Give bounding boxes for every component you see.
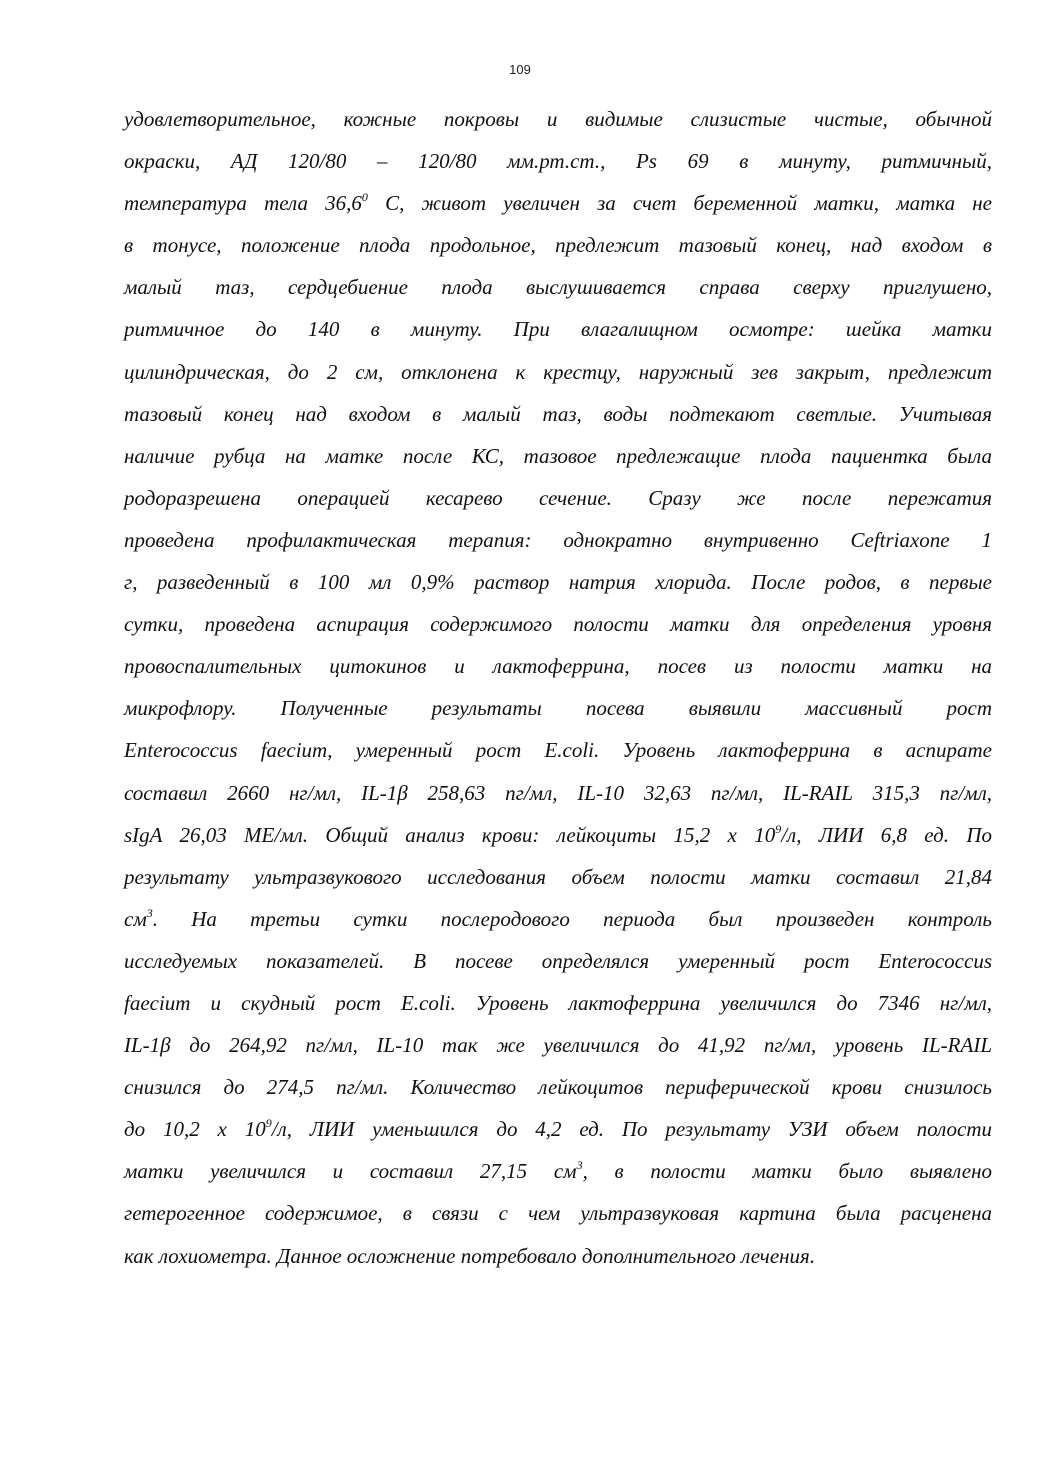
text-line: Enterococcus faecium, умеренный рост E.coli. Уровень лактоферрина в аспирате <box>124 738 992 763</box>
text-line: исследуемых показателей. В посеве определялся умеренный рост Enterococcus <box>124 948 992 973</box>
text-line: снизился до 274,5 пг/мл. Количество лейкоцитов периферической крови снизилось <box>124 1075 992 1100</box>
text-line: проведена профилактическая терапия: однократно внутривенно Ceftriaxone 1 <box>124 527 992 552</box>
text-fragment: sIgA 26,03 МЕ/мл. Общий анализ крови: лейкоциты 15,2 х 10 <box>124 822 776 847</box>
text-fragment: /л, ЛИИ 6,8 ед. По <box>781 822 992 847</box>
text-fragment: . На третьи сутки послеродового периода был произведен контроль <box>152 906 992 931</box>
text-line: г, разведенный в 100 мл 0,9% раствор натрия хлорида. После родов, в первые <box>124 570 992 595</box>
text-line: IL-1β до 264,92 пг/мл, IL-10 так же увеличился до 41,92 пг/мл, уровень IL-RAIL <box>124 1033 992 1058</box>
text-line: тазовый конец над входом в малый таз, воды подтекают светлые. Учитывая <box>124 401 992 426</box>
text-fragment: , в полости матки было выявлено <box>582 1159 992 1184</box>
text-line: цилиндрическая, до 2 см, отклонена к крестцу, наружный зев закрыт, предлежит <box>124 359 992 384</box>
superscript: 3 <box>146 905 153 920</box>
text-fragment: см <box>124 906 147 931</box>
text-line: как лохиометра. Данное осложнение потребовало дополнительного лечения. <box>124 1243 816 1268</box>
text-line: faecium и скудный рост E.coli. Уровень лактоферрина увеличился до 7346 нг/мл, <box>124 990 992 1015</box>
superscript: 3 <box>576 1158 583 1173</box>
text-fragment: С, живот увеличен за счет беременной матки, матка не <box>367 191 992 216</box>
superscript: 0 <box>361 190 368 205</box>
page-number: 109 <box>509 62 531 77</box>
text-line: результату ультразвукового исследования объем полости матки составил 21,84 <box>124 864 992 889</box>
text-line <box>124 1108 992 1150</box>
superscript: 9 <box>265 1116 272 1131</box>
text-fragment: до 10,2 х 10 <box>124 1117 266 1142</box>
text-line <box>124 898 992 940</box>
text-line: сутки, проведена аспирация содержимого полости матки для определения уровня <box>124 612 992 637</box>
text-fragment: температура тела 36,6 <box>124 191 362 216</box>
text-fragment: матки увеличился и составил 27,15 см <box>124 1159 577 1184</box>
text-fragment: /л, ЛИИ уменьшился до 4,2 ед. По результату УЗИ объем полости <box>271 1117 992 1142</box>
text-line: микрофлору. Полученные результаты посева выявили массивный рост <box>124 696 992 721</box>
superscript: 9 <box>775 821 782 836</box>
text-line <box>124 182 992 224</box>
text-line: удовлетворительное, кожные покровы и видимые слизистые чистые, обычной <box>124 107 992 131</box>
text-line <box>124 1150 992 1192</box>
text-line: ритмичное до 140 в минуту. При влагалищном осмотре: шейка матки <box>124 317 992 342</box>
text-line: в тонусе, положение плода продольное, предлежит тазовый конец, над входом в <box>124 233 992 258</box>
text-line: гетерогенное содержимое, в связи с чем ультразвуковая картина была расценена <box>124 1201 992 1226</box>
body-text <box>124 98 992 1277</box>
text-line: малый таз, сердцебиение плода выслушивается справа сверху приглушено, <box>124 275 992 300</box>
text-line: родоразрешена операцией кесарево сечение. Сразу же после пережатия <box>124 485 992 510</box>
text-line: составил 2660 нг/мл, IL-1β 258,63 пг/мл, IL-10 32,63 пг/мл, IL-RAIL 315,3 пг/мл, <box>124 780 992 805</box>
text-line: наличие рубца на матке после КС, тазовое предлежащие плода пациентка была <box>124 443 992 468</box>
text-line: окраски, АД 120/80 – 120/80 мм.рт.ст., Ps 69 в минуту, ритмичный, <box>124 149 992 174</box>
text-line: провоспалительных цитокинов и лактоферрина, посев из полости матки на <box>124 654 992 679</box>
text-line <box>124 814 992 856</box>
